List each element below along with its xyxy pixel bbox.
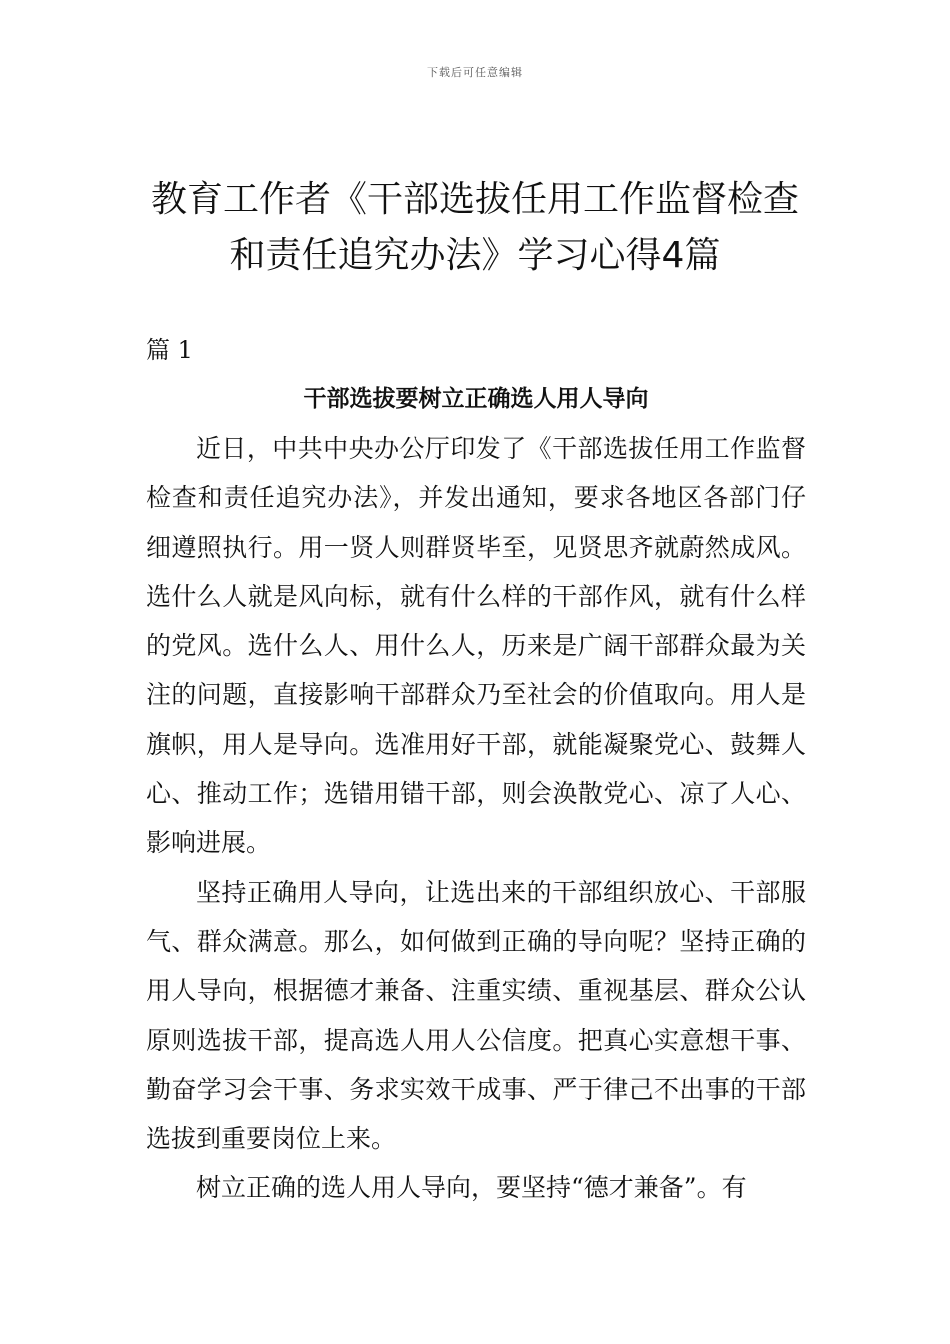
download-note: 下载后可任意编辑 bbox=[427, 66, 523, 79]
section-label: 篇 1 bbox=[146, 336, 193, 364]
paragraph-3: 树立正确的选人用人导向，要坚持“德才兼备”。有 bbox=[196, 1173, 747, 1203]
document-title-line-2: 和责任追究办法》学习心得4篇 bbox=[229, 235, 721, 276]
body-text bbox=[146, 424, 806, 1213]
section-title: 干部选拔要树立正确选人用人导向 bbox=[303, 386, 649, 412]
document-title bbox=[110, 172, 840, 284]
paragraph-2: 坚持正确用人导向，让选出来的干部组织放心、干部服气、群众满意。那么，如何做到正确的导向呢？坚持正确的用人导向，根据德才兼备、注重实绩、重视基层、群众公认原则选拔干部，提高选人用人公信度。把真心实意想干事、勤奋学习会干事、务求实效干成事、严于律己不出事的干部选拔到重要岗位上来。 bbox=[146, 877, 806, 1154]
document-title-line-1: 教育工作者《干部选拔任用工作监督检查 bbox=[150, 179, 799, 220]
paragraph-1: 近日，中共中央办公厅印发了《干部选拔任用工作监督检查和责任追究办法》，并发出通知，要求各地区各部门仔细遵照执行。用一贤人则群贤毕至，见贤思齐就蔚然成风。选什么人就是风向标，就有什么样的干部作风，就有什么样的党风。选什么人、用什么人，历来是广阔干部群众最为关注的问题，直接影响干部群众乃至社会的价值取向。用人是旗帜，用人是导向。选准用好干部，就能凝聚党心、鼓舞人心、推动工作；选错用错干部，则会涣散党心、凉了人心、影响进展。 bbox=[146, 434, 806, 858]
